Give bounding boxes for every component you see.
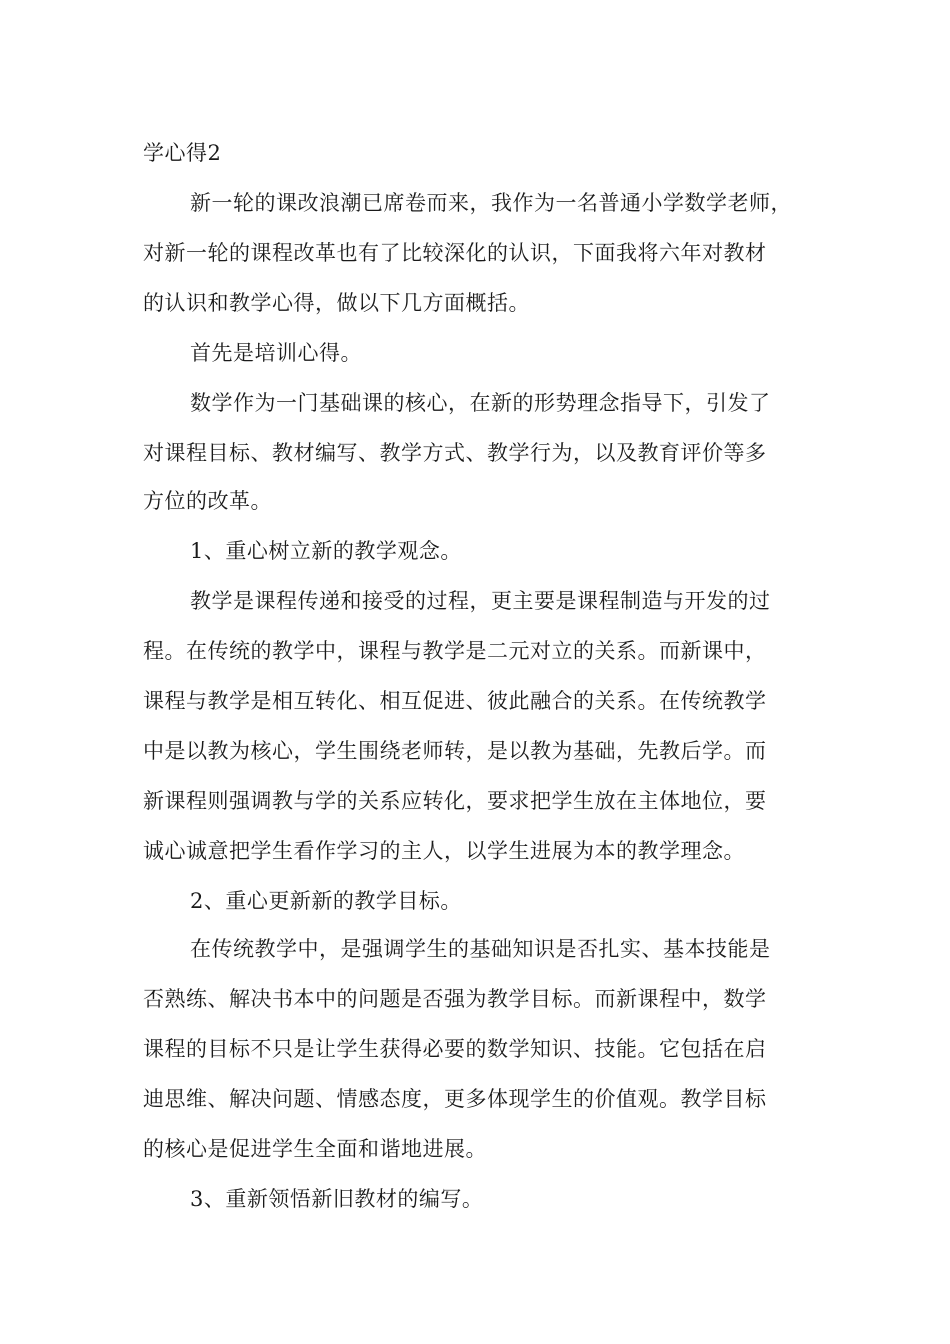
- paragraph-line: 课程的目标不只是让学生获得必要的数学知识、技能。它包括在启: [143, 1037, 767, 1061]
- paragraph-line: 在传统教学中，是强调学生的基础知识是否扎实、基本技能是: [190, 937, 771, 961]
- paragraph-line: 新一轮的课改浪潮已席卷而来，我作为一名普通小学数学老师，: [190, 191, 792, 215]
- list-heading: 3、重新领悟新旧教材的编写。: [190, 1187, 484, 1211]
- paragraph-line: 数学作为一门基础课的核心，在新的形势理念指导下，引发了: [190, 391, 771, 415]
- paragraph-line: 否熟练、解决书本中的问题是否强为教学目标。而新课程中，数学: [143, 987, 767, 1011]
- paragraph-line: 课程与教学是相互转化、相互促进、彼此融合的关系。在传统教学: [143, 689, 767, 713]
- paragraph-line: 迪思维、解决问题、情感态度，更多体现学生的价值观。教学目标: [143, 1087, 767, 1111]
- paragraph-line: 首先是培训心得。: [190, 341, 362, 365]
- paragraph-line: 的核心是促进学生全面和谐地进展。: [143, 1137, 487, 1161]
- paragraph-line: 教学是课程传递和接受的过程，更主要是课程制造与开发的过: [190, 589, 771, 613]
- list-heading: 1、重心树立新的教学观念。: [190, 539, 462, 563]
- section-heading: 学心得2: [143, 141, 222, 165]
- paragraph-line: 对课程目标、教材编写、教学方式、教学行为，以及教育评价等多: [143, 441, 767, 465]
- paragraph-line: 对新一轮的课程改革也有了比较深化的认识，下面我将六年对教材: [143, 241, 767, 265]
- paragraph-line: 的认识和教学心得，做以下几方面概括。: [143, 291, 530, 315]
- paragraph-line: 新课程则强调教与学的关系应转化，要求把学生放在主体地位，要: [143, 789, 767, 813]
- list-heading: 2、重心更新新的教学目标。: [190, 889, 462, 913]
- paragraph-line: 方位的改革。: [143, 489, 272, 513]
- paragraph-line: 中是以教为核心，学生围绕老师转，是以教为基础，先教后学。而: [143, 739, 767, 763]
- paragraph-line: 程。在传统的教学中，课程与教学是二元对立的关系。而新课中，: [143, 639, 767, 663]
- paragraph-line: 诚心诚意把学生看作学习的主人，以学生进展为本的教学理念。: [143, 839, 745, 863]
